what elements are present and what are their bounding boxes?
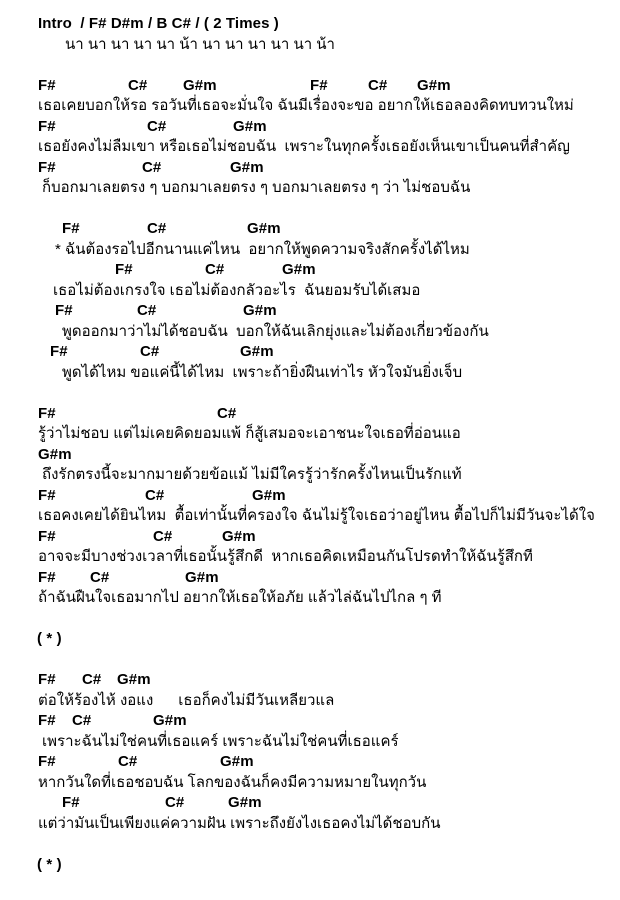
chord-csharp-label: C#	[165, 794, 185, 811]
lyric-line-text: หากวันใดที่เธอชอบฉัน โลกของฉันก็คงมีความหมายในทุกวัน	[38, 773, 427, 791]
chord-line	[0, 76, 620, 97]
chord-fsharp-label: F#	[38, 712, 56, 729]
chord-gsharpm-label: G#m	[183, 76, 217, 94]
blank-line	[0, 609, 620, 630]
chord-csharp-label: C#	[82, 671, 102, 688]
chord-line	[0, 404, 620, 425]
lyric-line-text: ถึงรักตรงนี้จะมากมายด้วยข้อแม้ ไม่มีใครรู้ว่ารักครั้งไหนเป็นรักแท้	[42, 466, 462, 483]
chord-csharp-label: C#	[90, 568, 110, 586]
chord-csharp-label: C#	[145, 486, 165, 504]
blank-line	[0, 383, 620, 404]
chord-gsharpm-label: G#m	[228, 794, 262, 811]
chord-line	[0, 260, 620, 281]
chord-gsharpm-label: G#m	[282, 261, 316, 278]
chord-fsharp-label: F#	[38, 753, 56, 770]
chord-csharp-label: C#	[118, 753, 138, 770]
lyric-line	[0, 773, 620, 794]
lyric-line-text: เพราะฉันไม่ใช่คนที่เธอแคร์ เพราะฉันไม่ใช่คนที่เธอแคร์	[42, 732, 399, 750]
lyric-line	[0, 363, 620, 384]
chord-fsharp-label: F#	[55, 302, 73, 319]
chord-csharp-label: C#	[205, 261, 225, 278]
chord-fsharp-label: F#	[38, 671, 56, 688]
blank-line	[0, 55, 620, 76]
lyric-line	[0, 424, 620, 445]
chord-gsharpm-label: G#m	[230, 158, 264, 176]
chord-gsharpm-label: G#m	[247, 220, 281, 237]
chord-gsharpm-label: G#m	[222, 527, 256, 545]
chord-line	[0, 158, 620, 179]
chord-line	[0, 486, 620, 507]
chord-fsharp-label: F#	[38, 158, 56, 176]
lyric-line	[0, 35, 620, 56]
chord-fsharp-label: F#	[310, 76, 328, 94]
chord-fsharp-label: F#	[38, 568, 56, 586]
lyric-line-text: รู้ว่าไม่ชอบ แต่ไม่เคยคิดยอมแพ้ ก็สู้เสมอจะเอาชนะใจเธอที่อ่อนแอ	[38, 425, 461, 442]
chord-gsharpm-label: G#m	[38, 445, 72, 463]
lyric-line-text: ต่อให้ร้องไห้ งอแง เธอก็คงไม่มีวันเหลียวแล	[38, 691, 335, 709]
chord-line	[0, 301, 620, 322]
chord-gsharpm-label: G#m	[117, 671, 151, 688]
lyric-line-text: เธอยังคงไม่ลืมเขา หรือเธอไม่ชอบฉัน เพราะในทุกครั้งเธอยังเห็นเขาเป็นคนที่สำคัญ	[38, 138, 570, 155]
chord-gsharpm-label: G#m	[185, 568, 219, 586]
chord-line	[0, 445, 620, 466]
blank-line	[0, 199, 620, 220]
lyric-line	[0, 178, 620, 199]
chord-line	[0, 342, 620, 363]
chord-line	[0, 568, 620, 589]
chord-fsharp-label: F#	[38, 404, 56, 422]
chord-line	[0, 527, 620, 548]
lyric-line-text: พูดได้ไหม ขอแค่นี้ได้ไหม เพราะถ้ายิ่งฝืนเท่าไร หัวใจมันยิ่งเจ็บ	[62, 363, 463, 381]
intro-heading-text: Intro / F# D#m / B C# / ( 2 Times )	[38, 15, 279, 32]
chord-line	[0, 670, 620, 691]
blank-line	[0, 834, 620, 855]
lyric-line-text: อาจจะมีบางช่วงเวลาที่เธอนั้นรู้สึกดี หากเธอคิดเหมือนกันโปรดทำให้ฉันรู้สึกที	[38, 548, 533, 565]
lyric-line	[0, 137, 620, 158]
chord-csharp-label: C#	[140, 343, 160, 360]
lyric-line	[0, 691, 620, 712]
section-repeat-marker-text: ( * )	[37, 855, 62, 873]
blank-line	[0, 650, 620, 671]
chord-fsharp-label: F#	[38, 117, 56, 135]
chord-csharp-label: C#	[128, 76, 148, 94]
intro-heading	[0, 14, 620, 35]
lyric-line	[0, 240, 620, 261]
chord-csharp-label: C#	[72, 712, 92, 729]
lyric-line	[0, 465, 620, 486]
lyric-line-text: ถ้าฉันฝืนใจเธอมากไป อยากให้เธอให้อภัย แล้วไล่ฉันไปไกล ๆ ที	[38, 589, 442, 606]
lyric-line	[0, 322, 620, 343]
lyric-line-text: ก็บอกมาเลยตรง ๆ บอกมาเลยตรง ๆ บอกมาเลยตรง ๆ ว่า ไม่ชอบฉัน	[42, 179, 471, 196]
chord-fsharp-label: F#	[38, 76, 56, 94]
lyric-line	[0, 814, 620, 835]
chord-line	[0, 793, 620, 814]
chord-fsharp-label: F#	[50, 343, 68, 360]
lyric-line	[0, 96, 620, 117]
chord-gsharpm-label: G#m	[220, 753, 254, 770]
chord-csharp-label: C#	[368, 76, 388, 94]
section-repeat-marker	[0, 629, 620, 650]
chord-gsharpm-label: G#m	[153, 712, 187, 729]
lyric-line	[0, 281, 620, 302]
chord-line	[0, 117, 620, 138]
lyric-line	[0, 732, 620, 753]
lines-container	[0, 14, 620, 875]
chord-fsharp-label: F#	[38, 486, 56, 504]
chord-fsharp-label: F#	[38, 527, 56, 545]
chord-csharp-label: C#	[217, 404, 237, 422]
section-repeat-marker	[0, 855, 620, 876]
chord-line	[0, 711, 620, 732]
section-repeat-marker-text: ( * )	[37, 630, 62, 647]
chord-fsharp-label: F#	[62, 794, 80, 811]
chord-line	[0, 219, 620, 240]
lyric-line-text: เธอคงเคยได้ยินไหม ตื้อเท่านั้นที่ครองใจ ฉันไม่รู้ใจเธอว่าอยู่ไหน ตื้อไปก็ไม่มีวันจะได้ใจ	[38, 507, 595, 524]
chord-fsharp-label: F#	[115, 261, 133, 278]
chord-gsharpm-label: G#m	[417, 76, 451, 94]
lyric-line-text: พูดออกมาว่าไม่ได้ชอบฉัน บอกให้ฉันเลิกยุ่งและไม่ต้องเกี่ยวข้องกัน	[62, 322, 489, 340]
lyric-line	[0, 547, 620, 568]
lyric-line	[0, 588, 620, 609]
chord-csharp-label: C#	[147, 117, 167, 135]
chord-gsharpm-label: G#m	[240, 343, 274, 360]
lyric-line-text: * ฉันต้องรอไปอีกนานแค่ไหน อยากให้พูดความจริงสักครั้งได้ไหม	[55, 240, 470, 258]
chord-csharp-label: C#	[142, 158, 162, 176]
lyric-line	[0, 506, 620, 527]
lyric-line-text: เธอไม่ต้องเกรงใจ เธอไม่ต้องกลัวอะไร ฉันยอมรับได้เสมอ	[53, 281, 421, 299]
chord-fsharp-label: F#	[62, 220, 80, 237]
chord-line	[0, 752, 620, 773]
chord-csharp-label: C#	[153, 527, 173, 545]
lyric-line-text: แต่ว่ามันเป็นเพียงแค่ความฝัน เพราะถึงยังไงเธอคงไม่ได้ชอบกัน	[38, 814, 441, 832]
lyric-line-text: นา นา นา นา นา น้า นา นา นา นา นา น้า	[65, 35, 335, 53]
chord-gsharpm-label: G#m	[252, 486, 286, 504]
chord-csharp-label: C#	[137, 302, 157, 319]
chord-gsharpm-label: G#m	[233, 117, 267, 135]
lyric-line-text: เธอเคยบอกให้รอ รอวันที่เธอจะมั่นใจ ฉันมีเรื่องจะขอ อยากให้เธอลองคิดทบทวนใหม่	[38, 97, 574, 114]
chord-gsharpm-label: G#m	[243, 302, 277, 319]
chord-csharp-label: C#	[147, 220, 167, 237]
